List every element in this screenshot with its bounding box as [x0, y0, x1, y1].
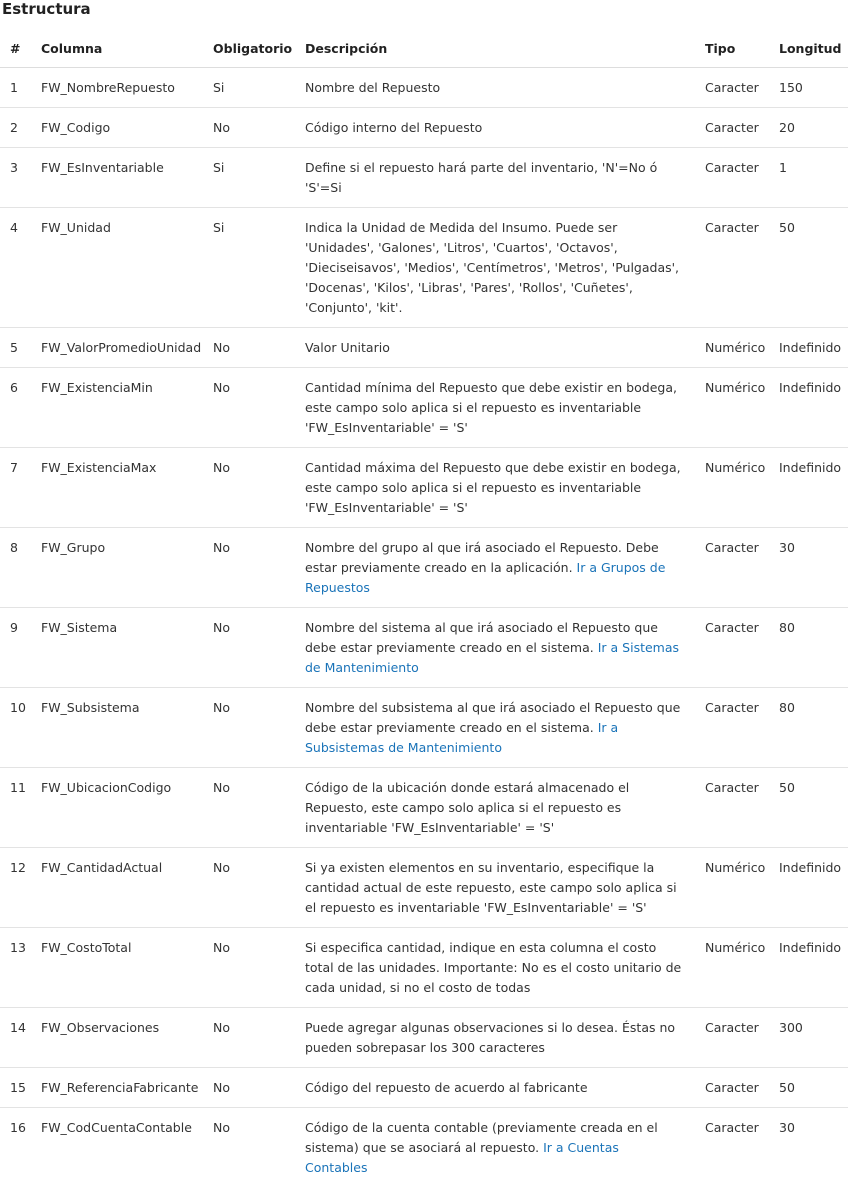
cell-obligatorio: No: [203, 1108, 295, 1187]
description-link[interactable]: Ir a Subsistemas de Mantenimiento: [305, 720, 618, 755]
cell-obligatorio: Si: [203, 208, 295, 328]
description-text: Nombre del subsistema al que irá asociado el Repuesto que debe estar previamente creado en el sistema.: [305, 700, 680, 735]
cell-obligatorio: No: [203, 768, 295, 848]
cell-descripcion: [295, 608, 695, 688]
cell-longitud: 20: [769, 108, 848, 148]
section-title: Estructura: [2, 0, 91, 18]
cell-tipo: Numérico: [695, 328, 769, 368]
structure-table: [0, 30, 848, 1187]
cell-descripcion: [295, 528, 695, 608]
cell-obligatorio: No: [203, 848, 295, 928]
cell-tipo: Caracter: [695, 768, 769, 848]
cell-obligatorio: Si: [203, 68, 295, 108]
cell-num: 10: [0, 688, 31, 768]
cell-columna: FW_CantidadActual: [31, 848, 203, 928]
cell-longitud: Indefinido: [769, 368, 848, 448]
cell-obligatorio: No: [203, 608, 295, 688]
cell-tipo: Numérico: [695, 368, 769, 448]
cell-columna: FW_ExistenciaMin: [31, 368, 203, 448]
cell-tipo: Caracter: [695, 608, 769, 688]
description-text: Puede agregar algunas observaciones si lo desea. Éstas no pueden sobrepasar los 300 caracteres: [305, 1020, 675, 1055]
cell-tipo: Caracter: [695, 148, 769, 208]
table-row: [0, 768, 848, 848]
cell-tipo: Numérico: [695, 448, 769, 528]
table-row: [0, 148, 848, 208]
cell-columna: FW_CostoTotal: [31, 928, 203, 1008]
cell-longitud: 30: [769, 1108, 848, 1187]
description-text: Cantidad máxima del Repuesto que debe existir en bodega, este campo solo aplica si el repuesto es inventariable 'FW_EsInventariable' = 'S': [305, 460, 681, 515]
cell-num: 2: [0, 108, 31, 148]
description-text: Código de la cuenta contable (previamente creada en el sistema) que se asociará al repuesto.: [305, 1120, 658, 1155]
cell-num: 7: [0, 448, 31, 528]
description-text: Si ya existen elementos en su inventario, especifique la cantidad actual de este repuesto, este campo solo aplica si el repuesto es inventariable 'FW_EsInventariable' = 'S': [305, 860, 677, 915]
cell-columna: FW_NombreRepuesto: [31, 68, 203, 108]
description-text: Nombre del sistema al que irá asociado el Repuesto que debe estar previamente creado en el sistema.: [305, 620, 658, 655]
cell-descripcion: [295, 328, 695, 368]
cell-tipo: Caracter: [695, 108, 769, 148]
cell-longitud: 80: [769, 608, 848, 688]
cell-descripcion: [295, 368, 695, 448]
cell-num: 1: [0, 68, 31, 108]
cell-columna: FW_ExistenciaMax: [31, 448, 203, 528]
cell-num: 5: [0, 328, 31, 368]
cell-tipo: Caracter: [695, 1068, 769, 1108]
cell-obligatorio: No: [203, 108, 295, 148]
cell-obligatorio: No: [203, 1068, 295, 1108]
cell-longitud: 30: [769, 528, 848, 608]
header-tipo: Tipo: [695, 30, 769, 68]
cell-descripcion: [295, 688, 695, 768]
cell-num: 6: [0, 368, 31, 448]
cell-descripcion: [295, 1108, 695, 1187]
cell-longitud: 150: [769, 68, 848, 108]
cell-descripcion: [295, 1068, 695, 1108]
cell-longitud: Indefinido: [769, 328, 848, 368]
cell-descripcion: [295, 148, 695, 208]
cell-longitud: 300: [769, 1008, 848, 1068]
description-text: Código del repuesto de acuerdo al fabricante: [305, 1080, 588, 1095]
cell-descripcion: [295, 848, 695, 928]
cell-columna: FW_Observaciones: [31, 1008, 203, 1068]
description-text: Nombre del Repuesto: [305, 80, 440, 95]
cell-num: 9: [0, 608, 31, 688]
cell-descripcion: [295, 768, 695, 848]
cell-longitud: Indefinido: [769, 848, 848, 928]
table-row: [0, 328, 848, 368]
cell-descripcion: [295, 1008, 695, 1068]
cell-columna: FW_Sistema: [31, 608, 203, 688]
cell-tipo: Caracter: [695, 688, 769, 768]
header-num: #: [0, 30, 31, 68]
cell-tipo: Numérico: [695, 928, 769, 1008]
cell-obligatorio: No: [203, 1008, 295, 1068]
cell-longitud: Indefinido: [769, 448, 848, 528]
cell-longitud: 50: [769, 768, 848, 848]
cell-num: 4: [0, 208, 31, 328]
cell-columna: FW_Subsistema: [31, 688, 203, 768]
cell-tipo: Caracter: [695, 528, 769, 608]
cell-obligatorio: No: [203, 368, 295, 448]
cell-obligatorio: No: [203, 448, 295, 528]
cell-columna: FW_EsInventariable: [31, 148, 203, 208]
table-body: [0, 68, 848, 1187]
table-row: [0, 1008, 848, 1068]
table-row: [0, 928, 848, 1008]
cell-num: 13: [0, 928, 31, 1008]
header-row: [0, 30, 848, 68]
table-row: [0, 448, 848, 528]
cell-descripcion: [295, 928, 695, 1008]
description-text: Cantidad mínima del Repuesto que debe existir en bodega, este campo solo aplica si el repuesto es inventariable 'FW_EsInventariable' = 'S': [305, 380, 677, 435]
cell-columna: FW_UbicacionCodigo: [31, 768, 203, 848]
header-descripcion: Descripción: [295, 30, 695, 68]
cell-descripcion: [295, 208, 695, 328]
cell-columna: FW_Unidad: [31, 208, 203, 328]
cell-num: 8: [0, 528, 31, 608]
cell-num: 15: [0, 1068, 31, 1108]
cell-columna: FW_ValorPromedioUnidad: [31, 328, 203, 368]
header-obligatorio: Obligatorio: [203, 30, 295, 68]
description-link[interactable]: Ir a Cuentas Contables: [305, 1140, 619, 1175]
description-link[interactable]: Ir a Sistemas de Mantenimiento: [305, 640, 679, 675]
cell-obligatorio: No: [203, 928, 295, 1008]
cell-tipo: Numérico: [695, 848, 769, 928]
cell-columna: FW_ReferenciaFabricante: [31, 1068, 203, 1108]
table-row: [0, 688, 848, 768]
cell-longitud: 80: [769, 688, 848, 768]
cell-tipo: Caracter: [695, 208, 769, 328]
cell-num: 14: [0, 1008, 31, 1068]
description-text: Valor Unitario: [305, 340, 390, 355]
cell-longitud: 50: [769, 208, 848, 328]
cell-num: 3: [0, 148, 31, 208]
cell-columna: FW_Codigo: [31, 108, 203, 148]
table-row: [0, 68, 848, 108]
table-row: [0, 528, 848, 608]
cell-columna: FW_CodCuentaContable: [31, 1108, 203, 1187]
cell-columna: FW_Grupo: [31, 528, 203, 608]
description-text: Define si el repuesto hará parte del inventario, 'N'=No ó 'S'=Si: [305, 160, 657, 195]
table-row: [0, 108, 848, 148]
table-row: [0, 1068, 848, 1108]
table-row: [0, 1108, 848, 1187]
table-row: [0, 608, 848, 688]
cell-longitud: Indefinido: [769, 928, 848, 1008]
cell-num: 11: [0, 768, 31, 848]
table-row: [0, 368, 848, 448]
cell-obligatorio: No: [203, 528, 295, 608]
cell-num: 12: [0, 848, 31, 928]
description-text: Nombre del grupo al que irá asociado el Repuesto. Debe estar previamente creado en la aplicación.: [305, 540, 659, 575]
description-text: Código interno del Repuesto: [305, 120, 482, 135]
cell-longitud: 50: [769, 1068, 848, 1108]
description-link[interactable]: Ir a Grupos de Repuestos: [305, 560, 665, 595]
description-text: Indica la Unidad de Medida del Insumo. Puede ser 'Unidades', 'Galones', 'Litros', 'Cuartos', 'Octavos', 'Dieciseisavos', 'Medios', 'Centímetros', 'Metros', 'Pulgadas', 'Docenas', 'Kilos', 'Libras', 'Pares', 'Rollos', 'Cuñetes', 'Conjunto', 'kit'.: [305, 220, 679, 315]
cell-longitud: 1: [769, 148, 848, 208]
header-columna: Columna: [31, 30, 203, 68]
cell-tipo: Caracter: [695, 1008, 769, 1068]
table-header: [0, 30, 848, 68]
cell-obligatorio: No: [203, 328, 295, 368]
table-row: [0, 208, 848, 328]
cell-descripcion: [295, 448, 695, 528]
cell-obligatorio: No: [203, 688, 295, 768]
description-text: Código de la ubicación donde estará almacenado el Repuesto, este campo solo aplica si el repuesto es inventariable 'FW_EsInventariable' = 'S': [305, 780, 629, 835]
cell-descripcion: [295, 68, 695, 108]
cell-descripcion: [295, 108, 695, 148]
table-row: [0, 848, 848, 928]
cell-tipo: Caracter: [695, 68, 769, 108]
cell-obligatorio: Si: [203, 148, 295, 208]
cell-num: 16: [0, 1108, 31, 1187]
header-longitud: Longitud: [769, 30, 848, 68]
description-text: Si especifica cantidad, indique en esta columna el costo total de las unidades. Importante: No es el costo unitario de cada unidad, si no el costo de todas: [305, 940, 681, 995]
cell-tipo: Caracter: [695, 1108, 769, 1187]
